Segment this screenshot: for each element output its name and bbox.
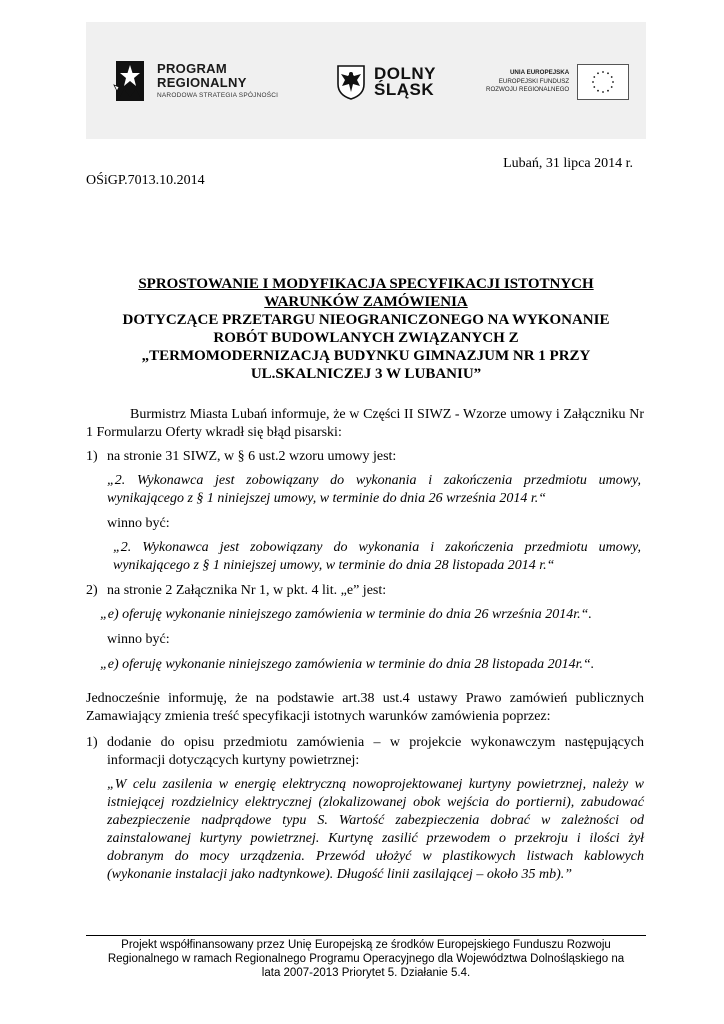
intro-paragraph: Burmistrz Miasta Lubań informuje, że w Części II SIWZ - Wzorze umowy i Załączniku Nr 1 Formularzu Oferty wkradł się błąd pisarski:	[86, 407, 644, 440]
item-text: dodanie do opisu przedmiotu zamówienia – w projekcie wykonawczym następujących informacji dotyczących kurtyny powietrznej:	[107, 735, 644, 768]
program-regionalny-star-icon	[110, 55, 150, 105]
quote-corrected: „2. Wykonawca jest zobowiązany do wykonania i zakończenia przedmiotu umowy, wynikającego z § 1 niniejszej umowy, w terminie do dnia 28 listopada 2014 r.“	[113, 540, 641, 573]
dolny-logo-line1: DOLNY	[374, 64, 436, 83]
program-regionalny-logo	[110, 55, 278, 105]
quote-air-curtain: „W celu zasilenia w energię elektryczną nowoprojektowanej kurtyny powietrznej, należy w istniejącej rozdzielnicy elektrycznej (zlokalizowanej obok wejścia do portierni), zabudować zabezpieczenie nadprądowe typu S. Wartość zabezpieczenia dobrać w zależności od zainstalowanej kurtyny powietrznej. Kurtynę zasilić przewodem o przekroju i ilości żył dobranym do mocy urządzenia. Przewód ułożyć w plastikowych listwach kablowych (wykonanie instalacji jako nadtynkowe). Długość linii zasilającej – około 35 mb).”	[107, 777, 644, 882]
program-logo-line3: NARODOWA STRATEGIA SPÓJNOŚCI	[157, 91, 279, 99]
title-line1: SPROSTOWANIE I MODYFIKACJA SPECYFIKACJI ISTOTNYCH	[138, 276, 594, 292]
eu-logo-line3: ROZWOJU REGIONALNEGO	[486, 86, 570, 94]
item-text: na stronie 2 Załącznika Nr 1, w pkt. 4 lit. „e” jest:	[107, 583, 387, 598]
item-text: na stronie 31 SIWZ, w § 6 ust.2 wzoru umowy jest:	[107, 449, 397, 464]
shall-be-label: winno być:	[107, 632, 170, 647]
title-line2: WARUNKÓW ZAMÓWIENIA	[264, 294, 468, 310]
quote-current: „2. Wykonawca jest zobowiązany do wykonania i zakończenia przedmiotu umowy, wynikającego z § 1 niniejszej umowy, w terminie do dnia 26 września 2014 r.“	[107, 473, 641, 506]
footer-line2: Regionalnego w ramach Regionalnego Programu Operacyjnego dla Województwa Dolnośląskiego na	[107, 953, 625, 965]
eu-logo-line2: EUROPEJSKI FUNDUSZ	[498, 77, 570, 85]
program-logo-line1: PROGRAM	[157, 60, 227, 76]
item-number: 1)	[86, 735, 98, 750]
item-number: 2)	[86, 583, 98, 598]
quote-current: „e) oferuję wykonanie niniejszego zamówienia w terminie do dnia 26 września 2014r.“.	[100, 607, 592, 622]
list-item-1	[86, 448, 644, 466]
footer-line3: lata 2007-2013 Priorytet 5. Działanie 5.4.	[261, 967, 471, 979]
eu-logo	[486, 64, 629, 100]
program-logo-line2: REGIONALNY	[157, 74, 247, 90]
title-line3: DOTYCZĄCE PRZETARGU NIEOGRANICZONEGO NA WYKONANIE	[122, 312, 610, 328]
footer	[86, 938, 646, 980]
quote-corrected: „e) oferuję wykonanie niniejszego zamówienia w terminie do dnia 28 listopada 2014r.“.	[100, 657, 595, 672]
title-line6: UL.SKALNICZEJ 3 W LUBANIU”	[250, 366, 482, 382]
place-date: Lubań, 31 lipca 2014 r.	[503, 156, 633, 171]
logo-band	[86, 22, 646, 139]
eu-logo-line1: UNIA EUROPEJSKA	[509, 69, 570, 77]
eagle-crest-icon	[336, 64, 366, 100]
modification-item-1	[86, 734, 644, 770]
footer-line1: Projekt współfinansowany przez Unię Europejską ze środków Europejskiego Funduszu Rozwoju	[121, 939, 611, 951]
dolny-logo-line2: ŚLĄSK	[374, 80, 435, 99]
document-body	[86, 406, 644, 884]
eu-flag-icon	[577, 64, 629, 100]
reference-number: OŚiGP.7013.10.2014	[86, 173, 205, 188]
list-item-2	[86, 582, 644, 600]
modification-intro: Jednocześnie informuję, że na podstawie art.38 ust.4 ustawy Prawo zamówień publicznych Zamawiający zmienia treść specyfikacji istotnych warunków zamówienia poprzez:	[86, 691, 644, 724]
item-number: 1)	[86, 449, 98, 464]
title-line5: „TERMOMODERNIZACJĄ BUDYNKU GIMNAZJUM NR 1 PRZY	[141, 348, 591, 364]
shall-be-label: winno być:	[107, 516, 170, 531]
document-title	[86, 275, 646, 383]
dolny-slask-logo	[336, 64, 436, 100]
footer-divider	[86, 935, 646, 936]
title-line4: ROBÓT BUDOWLANYCH ZWIĄZANYCH Z	[213, 330, 519, 346]
